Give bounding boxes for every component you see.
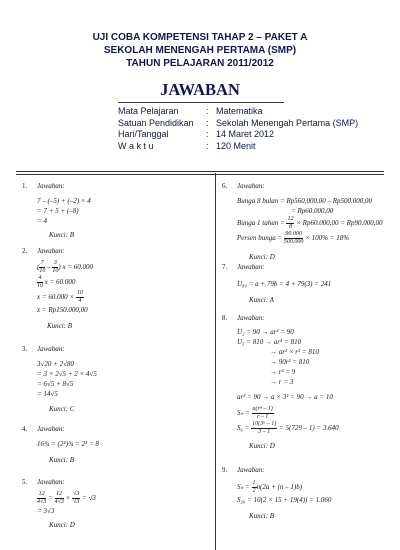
header-line-3: TAHUN PELAJARAN 2011/2012: [126, 58, 274, 69]
work-line: = 14√5: [37, 390, 58, 398]
question-number: 6.: [222, 182, 228, 190]
fraction-numerator: 12: [38, 491, 45, 497]
jawaban-label: Jawaban:: [37, 182, 65, 190]
info-row-time: [118, 141, 358, 153]
header-line-2: SEKOLAH MENENGAH PERTAMA (SMP): [103, 45, 297, 56]
work-line: → r = 3: [270, 378, 294, 386]
work-line: [237, 480, 331, 495]
question-number: 9.: [222, 466, 228, 474]
work-line: ( $\frac{7}{10}$ – $\frac{3}{10}$ ) x = 60.000: [37, 260, 94, 274]
work-line: [237, 406, 339, 421]
fraction-numerator: 12: [56, 491, 63, 497]
answer-key: Kunci: B: [49, 456, 75, 464]
info-label: Mata Pelajaran: [118, 106, 179, 116]
work-line: U₅ = 810 → ar⁴ = 810: [237, 338, 302, 346]
fraction-numerator: 1: [252, 480, 256, 486]
fraction-denominator: 10: [39, 268, 46, 274]
fraction-numerator: 90.000: [285, 231, 302, 237]
info-row-subject: [118, 106, 358, 118]
fraction-numerator: 3: [53, 260, 57, 266]
equation-rhs: x = 60.000: [62, 263, 94, 272]
work-line: → 90r² = 810: [270, 358, 310, 366]
column-divider: [215, 173, 216, 550]
info-label: Satuan Pendidikan: [118, 117, 194, 128]
work-line: 7 – (–5) + (–2) × 4: [37, 197, 91, 205]
jawaban-label: Jawaban:: [237, 466, 265, 474]
title-underline: [118, 102, 284, 103]
info-row-school: [118, 118, 358, 130]
jawaban-label: Jawaban:: [37, 345, 65, 353]
equation-rhs: = √3: [82, 494, 96, 503]
fraction-denominator: 3 – 1: [258, 429, 271, 435]
work-line: ar² = 90 → a × 3² = 90 → a = 10: [237, 393, 333, 401]
page-title: JAWABAN: [160, 80, 240, 99]
equation-rhs: × Rp60.000,00 = Rp90.000,00: [296, 219, 383, 228]
work-line: U₈₀ = a + 79b = 4 + 79(3) = 241: [237, 280, 332, 288]
answer-key: Kunci: B: [249, 512, 275, 520]
work-line: = 4: [37, 217, 47, 225]
fraction-denominator: 500.000: [283, 239, 304, 245]
info-colon: :: [206, 117, 209, 128]
exam-header: [0, 31, 400, 70]
work-line: = 3 × 2√5 + 2 × 4√5: [37, 370, 97, 378]
divider-top: [16, 171, 384, 172]
question-number: 4.: [22, 425, 28, 433]
equation-rhs: n(2a + (n – 1)b): [256, 483, 303, 492]
work-line: $\frac{12}{4√3}$ = $\frac{12}{4√3}$ × $\frac{√3}{√3}$ = √3: [37, 491, 96, 505]
work-line: = 7 + 5 + (–8): [37, 207, 79, 215]
info-label: W a k t u: [118, 140, 154, 151]
work-line: = Rp60.000,00: [291, 207, 334, 215]
info-value: 14 Maret 2012: [216, 129, 275, 139]
work-line: → r² = 9: [270, 368, 296, 376]
work-line: [237, 421, 339, 436]
info-colon: :: [206, 106, 209, 116]
work-line: [237, 231, 382, 246]
info-colon: :: [206, 140, 209, 151]
work-line: x = Rp150.000,00: [37, 306, 88, 314]
equation-lhs: S₆ =: [237, 424, 250, 433]
work-line: 3√20 + 2√80: [37, 360, 74, 368]
info-label: Hari/Tanggal: [118, 129, 169, 139]
jawaban-label: Jawaban:: [37, 425, 65, 433]
fraction-denominator: 4√3: [37, 499, 47, 505]
answer-key: Kunci: A: [249, 296, 274, 304]
equation-lhs: Persen bunga =: [237, 234, 283, 243]
fraction-numerator: a(rⁿ – 1): [252, 406, 273, 412]
equation-lhs: x = 60.000 ×: [37, 293, 75, 302]
question-number: 1.: [22, 182, 28, 190]
work-line: = 3√3: [37, 507, 55, 515]
header-line-1: UJI COBA KOMPETENSI TAHAP 2 – PAKET A: [92, 32, 308, 43]
work-line: [237, 216, 382, 231]
fraction-numerator: 10: [76, 290, 83, 296]
answer-key: Kunci: D: [249, 442, 275, 450]
fraction-denominator: 10: [52, 268, 59, 274]
question-number: 8.: [222, 314, 228, 322]
answer-key: Kunci: B: [49, 231, 75, 239]
divider-top-2: [16, 174, 384, 175]
fraction-denominator: 8: [288, 224, 292, 230]
jawaban-label: Jawaban:: [237, 263, 265, 271]
fraction-numerator: 12: [287, 216, 294, 222]
work-line: → ar² × r² = 810: [270, 348, 319, 356]
answer-key: Kunci: D: [49, 521, 75, 529]
fraction-denominator: 2: [252, 488, 256, 494]
equation-lhs: Sₙ =: [237, 483, 250, 492]
equation-rhs: = 5(729 – 1) = 3.640: [279, 424, 339, 433]
fraction-numerator: 7: [40, 260, 44, 266]
fraction-denominator: 4√3: [54, 499, 64, 505]
work-line: 16¾ = (2⁴)¾ = 2³ = 8: [37, 440, 99, 448]
fraction-numerator: √3: [73, 491, 80, 497]
work-line: = 6√5 + 8√5: [37, 380, 74, 388]
info-row-date: [118, 129, 358, 141]
equation-lhs: Sₙ =: [237, 409, 250, 418]
fraction-numerator: 4: [38, 275, 42, 281]
fraction-denominator: 10: [37, 283, 43, 289]
work-line: Bunga 8 bulan = Rp560.000,00 – Rp500.000,00: [237, 197, 372, 205]
question-number: 2.: [22, 247, 28, 255]
info-colon: :: [206, 129, 209, 139]
jawaban-label: Jawaban:: [237, 314, 265, 322]
answer-key: Kunci: C: [49, 405, 75, 413]
work-line: [37, 290, 93, 305]
jawaban-label: Jawaban:: [37, 247, 65, 255]
equation-rhs: × 100% = 18%: [305, 234, 350, 243]
jawaban-label: Jawaban:: [37, 478, 65, 486]
info-value: 120 Menit: [216, 140, 256, 151]
info-value: Matematika: [216, 106, 263, 116]
fraction-denominator: √3: [73, 499, 80, 505]
question-number: 5.: [22, 478, 28, 486]
question-number: 3.: [22, 345, 28, 353]
answer-key: Kunci: D: [249, 253, 275, 261]
equation-lhs: Bunga 1 tahun =: [237, 219, 285, 228]
work-line: [37, 275, 93, 290]
work-line: S₂₀ = 10(2 × 15 + 19(4)) = 1.060: [237, 496, 332, 504]
fraction-denominator: r – 1: [256, 414, 269, 420]
answer-key: Kunci: B: [47, 322, 73, 330]
fraction-denominator: 4: [78, 298, 82, 304]
jawaban-label: Jawaban:: [237, 182, 265, 190]
info-value: Sekolah Menengah Pertama (SMP): [216, 117, 359, 128]
equation-rhs: x = 60.000: [44, 278, 76, 287]
work-line: U₂ = 90 → ar² = 90: [237, 328, 294, 336]
exam-info: [118, 106, 358, 152]
fraction-numerator: 10(3⁶ – 1): [252, 421, 277, 427]
question-number: 7.: [222, 263, 228, 271]
